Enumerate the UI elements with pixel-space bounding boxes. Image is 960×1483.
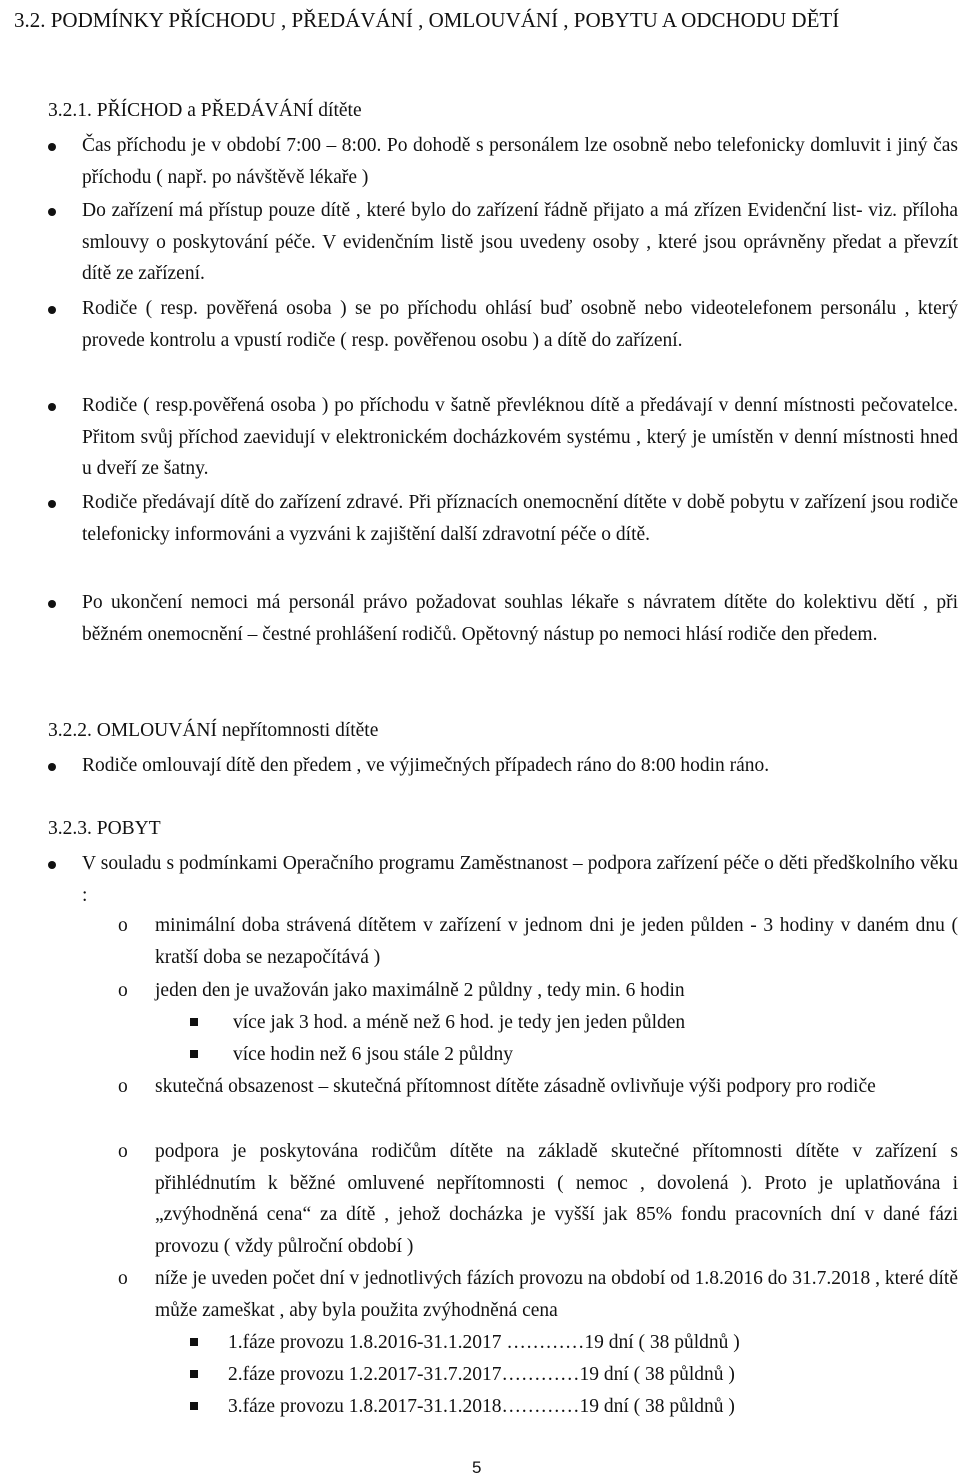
- subsection-title-stay: 3.2.3. POBYT: [48, 818, 161, 839]
- list-item: Do zařízení má přístup pouze dítě , které bylo do zařízení řádně přijato a má zřízen Evidenční list- viz. příloha smlouvy o poskytování péče. V evidenčním listě jsou uvedeny osoby , které jsou oprávněny předat a převzít dítě ze zařízení.: [82, 200, 958, 284]
- list-item: V souladu s podmínkami Operačního programu Zaměstnanost – podpora zařízení péče o děti předškolního věku :: [82, 853, 958, 906]
- bullet-icon: [48, 208, 56, 216]
- list-item: Po ukončení nemoci má personál právo požadovat souhlas lékaře s návratem dítěte do kolektivu dětí , při běžném onemocnění – čestné prohlášení rodičů. Opětovný nástup po nemoci hlásí rodiče den předem.: [82, 592, 958, 645]
- circle-bullet-icon: o: [118, 1076, 128, 1097]
- sub-item: minimální doba strávená dítětem v zařízení v jednom dni je jeden půlden - 3 hodiny v daném dnu ( kratší doba se nezapočítává ): [155, 915, 958, 968]
- square-bullet-icon: [190, 1370, 198, 1378]
- circle-bullet-icon: o: [118, 915, 128, 936]
- list-item: Rodiče ( resp. pověřená osoba ) se po příchodu ohlásí buď osobně nebo videotelefonem personálu , který provede kontrolu a vpustí rodiče ( resp. pověřenou osobu ) a dítě do zařízení.: [82, 298, 958, 351]
- section-title: 3.2. PODMÍNKY PŘÍCHODU , PŘEDÁVÁNÍ , OMLOUVÁNÍ , POBYTU A ODCHODU DĚTÍ: [14, 8, 840, 32]
- bullet-icon: [48, 143, 56, 151]
- phase-item: 2.fáze provozu 1.2.2017-31.7.2017…………19 dní ( 38 půldnů ): [228, 1364, 735, 1385]
- bullet-icon: [48, 500, 56, 508]
- square-bullet-icon: [190, 1018, 198, 1026]
- sub-item: níže je uveden počet dní v jednotlivých fázích provozu na období od 1.8.2016 do 31.7.2018 , které dítě může zameškat , aby byla použita zvýhodněná cena: [155, 1268, 958, 1321]
- page-number: 5: [472, 1458, 482, 1477]
- subsection-title-excuse: 3.2.2. OMLOUVÁNÍ nepřítomnosti dítěte: [48, 720, 379, 741]
- list-item: Rodiče omlouvají dítě den předem , ve výjimečných případech ráno do 8:00 hodin ráno.: [82, 755, 770, 776]
- circle-bullet-icon: o: [118, 980, 128, 1001]
- sub-sub-item: více hodin než 6 jsou stále 2 půldny: [233, 1044, 513, 1065]
- list-item: Rodiče ( resp.pověřená osoba ) po příchodu v šatně převléknou dítě a předávají v denní místnosti pečovatelce. Přitom svůj příchod zaevidují v elektronickém docházkovém systému , který je umístěn v denní místnosti hned u dveří ze šatny.: [82, 395, 958, 479]
- circle-bullet-icon: o: [118, 1141, 128, 1162]
- square-bullet-icon: [190, 1338, 198, 1346]
- list-item: Rodiče předávají dítě do zařízení zdravé. Při příznacích onemocnění dítěte v době pobytu v zařízení jsou rodiče telefonicky informováni a vyzváni k zajištění další zdravotní péče o dítě.: [82, 492, 958, 545]
- bullet-icon: [48, 861, 56, 869]
- square-bullet-icon: [190, 1050, 198, 1058]
- bullet-icon: [48, 600, 56, 608]
- phase-item: 3.fáze provozu 1.8.2017-31.1.2018…………19 dní ( 38 půldnů ): [228, 1396, 735, 1417]
- circle-bullet-icon: o: [118, 1268, 128, 1289]
- subsection-title-arrival: 3.2.1. PŘÍCHOD a PŘEDÁVÁNÍ dítěte: [48, 100, 362, 121]
- bullet-icon: [48, 763, 56, 771]
- square-bullet-icon: [190, 1402, 198, 1410]
- list-item: Čas příchodu je v období 7:00 – 8:00. Po dohodě s personálem lze osobně nebo telefonicky domluvit i jiný čas příchodu ( např. po návštěvě lékaře ): [82, 135, 958, 188]
- sub-item: podpora je poskytována rodičům dítěte na základě skutečné přítomnosti dítěte v zařízení s přihlédnutím k běžné omluvené nepřítomnosti ( nemoc , dovolená ). Proto je uplatňována i „zvýhodněná cena“ za dítě , jehož docházka je vyšší jak 85% fondu pracovních dní v dané fázi provozu ( vždy půlroční období ): [155, 1141, 958, 1257]
- phase-item: 1.fáze provozu 1.8.2016-31.1.2017 …………19 dní ( 38 půldnů ): [228, 1332, 740, 1353]
- sub-item: skutečná obsazenost – skutečná přítomnost dítěte zásadně ovlivňuje výši podpory pro rodiče: [155, 1076, 876, 1097]
- bullet-icon: [48, 306, 56, 314]
- sub-item: jeden den je uvažován jako maximálně 2 půldny , tedy min. 6 hodin: [155, 980, 685, 1001]
- sub-sub-item: více jak 3 hod. a méně než 6 hod. je tedy jen jeden půlden: [233, 1012, 686, 1033]
- bullet-icon: [48, 403, 56, 411]
